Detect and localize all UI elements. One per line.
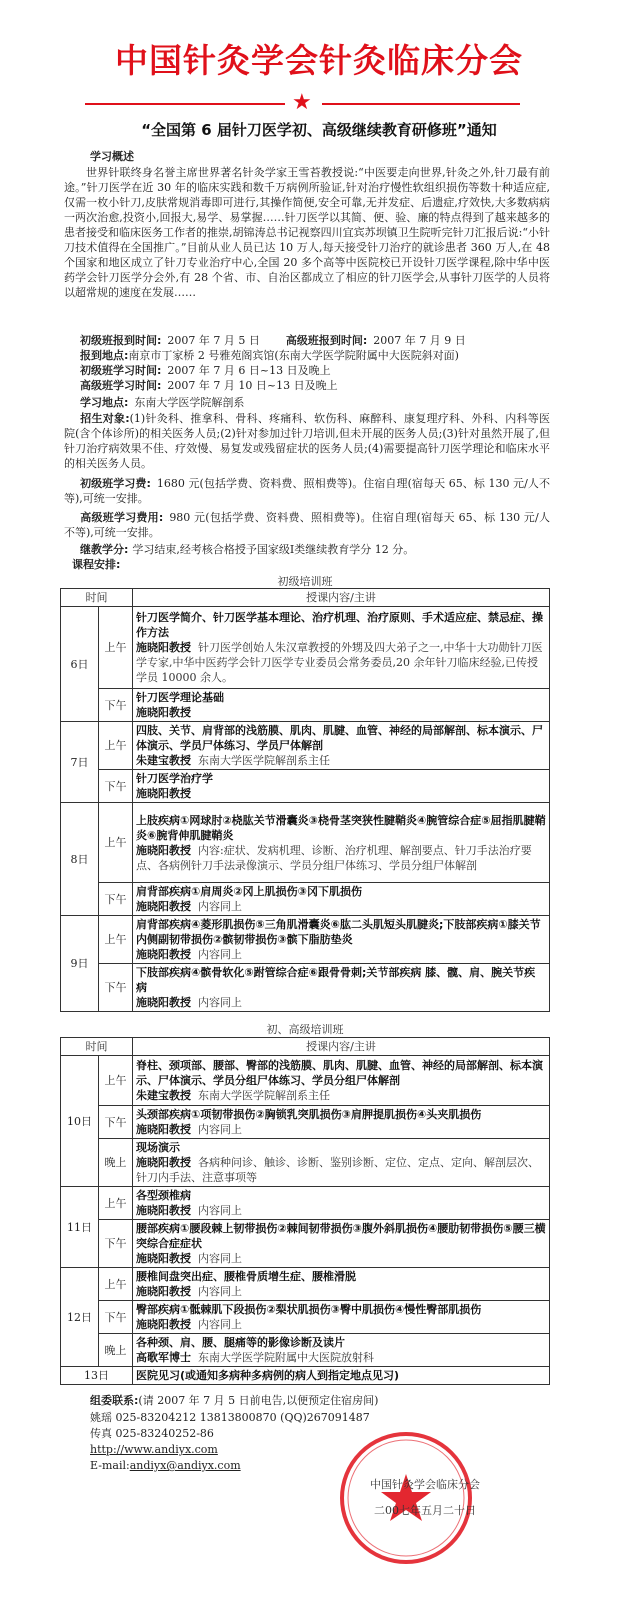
topic: 四肢、关节、肩背部的浅筋膜、肌肉、肌腱、血管、神经的局部解剖、标本演示、尸体演示、学员尸体练习、学员尸体解剖 bbox=[136, 724, 543, 752]
content-cell bbox=[133, 722, 550, 770]
slot-cell: 晚上 bbox=[99, 1139, 133, 1187]
day-cell: 7日 bbox=[61, 722, 99, 803]
basic-fee-value: 1680 元(包括学费、资料费、照相费等)。住宿自理(宿每天 65、标 130 元/人不等),可统一安排。 bbox=[64, 477, 550, 505]
report-time-line bbox=[80, 333, 550, 348]
table-row bbox=[61, 1139, 550, 1187]
table-row bbox=[61, 1268, 550, 1301]
teacher-desc: 内容同上 bbox=[198, 1123, 242, 1136]
content-cell bbox=[133, 1268, 550, 1301]
enroll-value: (1)针灸科、推拿科、骨科、疼痛科、软伤科、麻醉科、康复理疗科、外科、内科等医院(含个体诊所)的相关医务人员;(2)针对参加过针刀培训,但未开展的医务人员;(3)针对虽然开展了,但针刀治疗病效果不佳、疗效慢、易复发或残留症状的医务人员;(4)需要提高针刀医学理论和临床水平的相关医务人员。 bbox=[64, 412, 550, 470]
teacher-desc: 内容同上 bbox=[198, 900, 242, 913]
content-cell bbox=[133, 1220, 550, 1268]
contact-phone: 姚瑶 025-83204212 13813800870 (QQ)267091487 bbox=[90, 1411, 370, 1424]
content-cell bbox=[133, 964, 550, 1012]
content-cell bbox=[133, 1139, 550, 1187]
slot-cell: 下午 bbox=[99, 770, 133, 803]
day-cell: 11日 bbox=[61, 1187, 99, 1268]
topic: 现场演示 bbox=[136, 1141, 180, 1154]
topic: 腰椎间盘突出症、腰椎骨质增生症、腰椎滑脱 bbox=[136, 1270, 356, 1283]
table-row bbox=[61, 1106, 550, 1139]
topic: 针刀医学治疗学 bbox=[136, 772, 213, 785]
content-cell bbox=[133, 770, 550, 803]
slot-cell: 下午 bbox=[99, 964, 133, 1012]
teacher: 施晓阳教授 bbox=[136, 1252, 191, 1265]
slot-cell: 下午 bbox=[99, 689, 133, 722]
course-line bbox=[72, 557, 542, 572]
table-row bbox=[61, 689, 550, 722]
teacher-desc: 内容同上 bbox=[198, 1252, 242, 1265]
basic-report-label: 初级班报到时间: bbox=[80, 334, 162, 347]
email-line bbox=[90, 1458, 550, 1473]
teacher: 高歌军博士 bbox=[136, 1351, 191, 1364]
content-cell bbox=[133, 1334, 550, 1367]
enroll-block bbox=[64, 411, 550, 471]
table-row bbox=[61, 1056, 550, 1106]
content-cell bbox=[133, 1056, 550, 1106]
topic: 上肢疾病①网球肘②桡肱关节滑囊炎③桡骨茎突狭性腱鞘炎④腕管综合症⑤屈指肌腱鞘炎⑥腕背伸肌腱鞘炎 bbox=[136, 813, 546, 842]
topic: 针刀医学简介、针刀医学基本理论、治疗机理、治疗原则、手术适应症、禁忌症、操作方法 bbox=[136, 611, 543, 639]
basic-period-line bbox=[80, 363, 550, 378]
table-row bbox=[61, 1220, 550, 1268]
teacher: 施晓阳教授 bbox=[136, 1318, 191, 1331]
topic: 肩背部疾病①肩周炎②冈上肌损伤③冈下肌损伤 bbox=[136, 885, 362, 898]
official-seal-icon bbox=[338, 1430, 474, 1566]
content-cell bbox=[133, 689, 550, 722]
content-cell bbox=[133, 1367, 550, 1385]
slot-cell: 上午 bbox=[99, 722, 133, 770]
table-row bbox=[61, 722, 550, 770]
table-row bbox=[61, 1334, 550, 1367]
table-row bbox=[61, 883, 550, 916]
teacher: 施晓阳教授 bbox=[136, 1156, 191, 1169]
slot-cell: 上午 bbox=[99, 803, 133, 883]
location-label: 报到地点: bbox=[80, 349, 129, 362]
slot-cell: 上午 bbox=[99, 1268, 133, 1301]
contact-note: (请 2007 年 7 月 5 日前电告,以便预定住宿房间) bbox=[138, 1394, 379, 1407]
adv-report-value: 2007 年 7 月 9 日 bbox=[373, 334, 466, 347]
slot-cell: 下午 bbox=[99, 1301, 133, 1334]
contact-label: 组委联系: bbox=[90, 1394, 139, 1407]
overview-paragraph: 世界针联终身名誉主席世界著名针灸学家王雪苔教授说:“中医要走向世界,针灸之外,针刀最有前途。”针刀医学在近 30 年的临床实践和数千万病例所验证,针对治疗慢性软组织损伤等数十种适应症,仅需一枚小针刀,皮肤常规消毒即可进行,其操作简便,安全可靠,无并发症、后遗症,疗效快,大多数病病一两次治愈,投资小,回报大,易学、易掌握……针刀医学以其简、便、验、廉的特点得到了越来越多的患者接受和临床医务工作者的推崇,胡锦涛总书记视察四川宜宾苏坝镇卫生院听完针刀汇报后说:“小针刀技术值得在全国推广。”目前从业人员已达 10 万人,每天接受针刀治疗的就诊患者 360 万人,在 48 个国家和地区成立了针刀专业治疗中心,全国 20 多个高等中医院校已开设针刀医学课程,除中华中医药学会针刀医学分会外,有 28 个省、市、自治区都成立了相应的针刀医学会,从事针刀医学的人员将以超常规的速度在发展…… bbox=[64, 166, 550, 299]
adv-schedule-table bbox=[60, 1037, 550, 1385]
basic-schedule-table bbox=[60, 588, 550, 1012]
table-row bbox=[61, 803, 550, 883]
content-cell bbox=[133, 1187, 550, 1220]
teacher: 施晓阳教授 bbox=[136, 948, 191, 961]
teacher-desc: 内容同上 bbox=[198, 948, 242, 961]
contact-note-line bbox=[90, 1393, 550, 1408]
teacher-desc: 内容同上 bbox=[198, 996, 242, 1009]
table-row bbox=[61, 964, 550, 1012]
slot-cell: 下午 bbox=[99, 1220, 133, 1268]
content-cell bbox=[133, 916, 550, 964]
slot-cell: 上午 bbox=[99, 1056, 133, 1106]
email-link[interactable]: andiyx@andiyx.com bbox=[129, 1459, 241, 1472]
contact-fax: 传真 025-83240252-86 bbox=[90, 1427, 214, 1440]
table-header-row bbox=[61, 1038, 550, 1056]
credit-line bbox=[80, 542, 550, 557]
day-cell: 12日 bbox=[61, 1268, 99, 1367]
topic: 头颈部疾病①项韧带损伤②胸锁乳突肌损伤③肩胛提肌损伤④头夹肌损伤 bbox=[136, 1108, 482, 1121]
basic-table-caption: 初级培训班 bbox=[277, 575, 333, 588]
basic-period-label: 初级班学习时间: bbox=[80, 364, 162, 377]
col-time-header: 时间 bbox=[61, 589, 133, 607]
slot-cell: 上午 bbox=[99, 916, 133, 964]
adv-period-value: 2007 年 7 月 10 日~13 日及晚上 bbox=[167, 379, 338, 392]
content-cell bbox=[133, 803, 550, 883]
adv-fee-value: 980 元(包括学费、资料费、照相费等)。住宿自理(宿每天 65、标 130 元/人不等),可统一安排。 bbox=[64, 511, 550, 539]
adv-period-line bbox=[80, 378, 550, 393]
teacher-desc: 东南大学医学院附属中大医院放射科 bbox=[198, 1351, 374, 1364]
col-content-header: 授课内容/主讲 bbox=[133, 1038, 550, 1056]
topic: 针刀医学理论基础 bbox=[136, 691, 224, 704]
red-rule-right bbox=[322, 103, 520, 105]
col-time-header: 时间 bbox=[61, 1038, 133, 1056]
enroll-label: 招生对象: bbox=[80, 412, 130, 425]
topic: 医院见习(或通知多病种多病例的病人到指定地点见习) bbox=[136, 1369, 400, 1382]
teacher-desc: 内容:症状、发病机理、诊断、治疗机理、解剖要点、针刀手法治疗要点、各病例针刀手法录像演示、学员分组尸体练习、学员分组尸体解剖 bbox=[136, 843, 532, 872]
teacher-desc: 内容同上 bbox=[198, 1285, 242, 1298]
red-rule-left bbox=[85, 103, 285, 105]
basic-period-value: 2007 年 7 月 6 日~13 日及晚上 bbox=[167, 364, 331, 377]
study-location-value: 东南大学医学院解剖系 bbox=[134, 396, 245, 409]
website-link[interactable]: http://www.andiyx.com bbox=[90, 1443, 218, 1456]
slot-cell: 下午 bbox=[99, 883, 133, 916]
teacher-desc: 针刀医学创始人朱汉章教授的外甥及四大弟子之一,中华十大功勋针刀医学专家,中华中医药学会针刀医学专业委员会常务委员,20 余年针刀临床经验,已传授学员 10000 余人。 bbox=[136, 641, 543, 684]
teacher-desc: 内容同上 bbox=[198, 1204, 242, 1217]
adv-report-label: 高级班报到时间: bbox=[285, 334, 368, 347]
teacher: 施晓阳教授 bbox=[136, 843, 191, 857]
slot-cell: 晚上 bbox=[99, 1334, 133, 1367]
basic-report-value: 2007 年 7 月 5 日 bbox=[167, 334, 260, 347]
teacher: 施晓阳教授 bbox=[136, 1285, 191, 1298]
topic: 下肢部疾病④髌骨软化⑤跗管综合症⑥跟骨骨刺;关节部疾病 膝、髋、肩、腕关节疾病 bbox=[136, 966, 536, 994]
teacher: 施晓阳教授 bbox=[136, 1204, 191, 1217]
adv-fee-block bbox=[64, 510, 550, 540]
overview-heading: 学习概述 bbox=[90, 150, 134, 163]
location-line bbox=[80, 348, 550, 363]
teacher-desc: 东南大学医学院解剖系主任 bbox=[198, 754, 330, 767]
credit-label: 继教学分: bbox=[80, 543, 129, 556]
table-row bbox=[61, 1367, 550, 1385]
red-star-icon: ★ bbox=[292, 90, 312, 115]
topic: 各种颈、肩、腰、腿痛等的影像诊断及读片 bbox=[136, 1336, 345, 1349]
signature-org: 中国针灸学会临床分会 bbox=[370, 1478, 480, 1491]
teacher-desc: 各病种问诊、触诊、诊断、鉴别诊断、定位、定点、定向、解剖层次、针刀内手法、注意事项等 bbox=[136, 1156, 539, 1184]
course-label: 课程安排: bbox=[72, 558, 121, 571]
content-cell bbox=[133, 1106, 550, 1139]
teacher: 施晓阳教授 bbox=[136, 706, 191, 719]
basic-fee-block bbox=[64, 476, 550, 506]
table-row bbox=[61, 607, 550, 689]
topic: 脊柱、颈项部、腰部、臀部的浅筋膜、肌肉、肌腱、血管、神经的局部解剖、标本演示、尸体演示、学员分组尸体练习、学员分组尸体解剖 bbox=[136, 1059, 543, 1087]
adv-period-label: 高级班学习时间: bbox=[80, 379, 162, 392]
teacher: 施晓阳教授 bbox=[136, 1123, 191, 1136]
slot-cell: 上午 bbox=[99, 607, 133, 689]
study-location-label: 学习地点: bbox=[80, 396, 129, 409]
day-cell: 13日 bbox=[61, 1367, 133, 1385]
content-cell bbox=[133, 607, 550, 689]
topic: 各型颈椎病 bbox=[136, 1189, 191, 1202]
content-cell bbox=[133, 883, 550, 916]
teacher: 朱建宝教授 bbox=[136, 1089, 191, 1102]
slot-cell: 上午 bbox=[99, 1187, 133, 1220]
adv-fee-label: 高级班学习费用: bbox=[80, 511, 164, 524]
location-value: 南京市丁家桥 2 号雅苑阁宾馆(东南大学医学院附属中大医院斜对面) bbox=[128, 349, 459, 362]
notice-title: “全国第 6 届针刀医学初、高级继续教育研修班”通知 bbox=[141, 121, 497, 139]
table-row bbox=[61, 1187, 550, 1220]
day-cell: 8日 bbox=[61, 803, 99, 916]
teacher: 朱建宝教授 bbox=[136, 754, 191, 767]
day-cell: 9日 bbox=[61, 916, 99, 1012]
adv-table-caption: 初、高级培训班 bbox=[266, 1023, 344, 1036]
topic: 臀部疾病①骶棘肌下段损伤②梨状肌损伤③臀中肌损伤④慢性臀部肌损伤 bbox=[136, 1303, 482, 1316]
day-cell: 6日 bbox=[61, 607, 99, 722]
col-content-header: 授课内容/主讲 bbox=[133, 589, 550, 607]
org-title: 中国针灸学会针灸临床分会 bbox=[115, 41, 523, 80]
table-header-row bbox=[61, 589, 550, 607]
slot-cell: 下午 bbox=[99, 1106, 133, 1139]
table-row bbox=[61, 1301, 550, 1334]
day-cell: 10日 bbox=[61, 1056, 99, 1187]
teacher: 施晓阳教授 bbox=[136, 787, 191, 800]
table-row bbox=[61, 916, 550, 964]
credit-value: 学习结束,经考核合格授予国家级Ⅰ类继续教育学分 12 分。 bbox=[132, 543, 415, 556]
topic: 肩背部疾病④菱形肌损伤⑤三角肌滑囊炎⑥肱二头肌短头肌腱炎;下肢部疾病①膝关节内侧副韧带损伤②髌韧带损伤③髌下脂肪垫炎 bbox=[136, 918, 541, 946]
teacher-desc: 内容同上 bbox=[198, 1318, 242, 1331]
study-location-line bbox=[80, 395, 550, 410]
teacher: 施晓阳教授 bbox=[136, 641, 191, 654]
signature-date: 二00七年五月二十日 bbox=[374, 1504, 476, 1517]
topic: 腰部疾病①腰段棘上韧带损伤②棘间韧带损伤③腹外斜肌损伤④腰肋韧带损伤⑤腰三横突综合症症状 bbox=[136, 1222, 546, 1250]
teacher: 施晓阳教授 bbox=[136, 996, 191, 1009]
teacher-desc: 东南大学医学院解剖系主任 bbox=[198, 1089, 330, 1102]
basic-fee-label: 初级班学习费: bbox=[80, 477, 151, 490]
teacher: 施晓阳教授 bbox=[136, 900, 191, 913]
table-row bbox=[61, 770, 550, 803]
content-cell bbox=[133, 1301, 550, 1334]
email-label: E-mail: bbox=[90, 1459, 130, 1472]
